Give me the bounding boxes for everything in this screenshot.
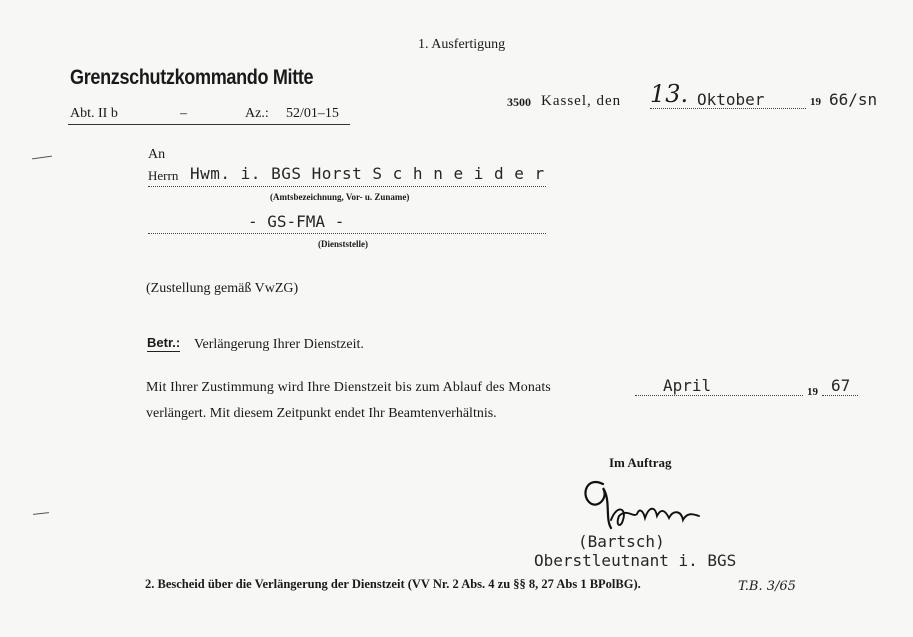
body-year-prefix: 19 <box>807 386 818 398</box>
recipient-unit: - GS-FMA - <box>248 212 345 231</box>
header-rule <box>68 124 350 125</box>
recipient-unit-line <box>148 233 546 234</box>
recipient-unit-caption: (Dienststelle) <box>318 239 368 249</box>
date-year-suffix: 66/sn <box>829 90 878 109</box>
recipient-name: Hwm. i. BGS Horst S c h n e i d e r <box>190 164 545 183</box>
subject-text: Verlängerung Ihrer Dienstzeit. <box>194 337 364 352</box>
footer-reference: T.B. 3/65 <box>738 579 796 594</box>
body-year-line <box>822 395 858 396</box>
signer-rank: Oberstleutnant i. BGS <box>534 551 737 570</box>
fold-mark-top <box>32 156 52 160</box>
city-date-prefix: Kassel, den <box>541 93 622 109</box>
copy-label: 1. Ausfertigung <box>418 37 506 52</box>
az-value: 52/01–15 <box>286 106 339 121</box>
subject-label: Betr.: <box>147 335 181 350</box>
postcode: 3500 <box>507 95 531 109</box>
footer-note: 2. Bescheid über die Verlängerung der Dienstzeit (VV Nr. 2 Abs. 4 zu §§ 8, 27 Abs 1 BPolBG). <box>145 577 641 591</box>
recipient-name-caption: (Amtsbezeichnung, Vor- u. Zuname) <box>270 192 410 202</box>
body-line-1: Mit Ihrer Zustimmung wird Ihre Dienstzeit bis zum Ablauf des Monats <box>146 380 551 395</box>
body-month: April <box>663 376 712 395</box>
date-year-prefix: 19 <box>810 96 821 108</box>
az-label: Az.: <box>245 106 269 121</box>
im-auftrag: Im Auftrag <box>609 455 672 470</box>
signature <box>575 470 725 538</box>
sender-organization: Grenzschutzkommando Mitte <box>70 66 314 89</box>
an-label: An <box>148 147 166 162</box>
herrn-label: Herrn <box>148 168 179 183</box>
delivery-note: (Zustellung gemäß VwZG) <box>146 281 299 296</box>
body-month-line <box>635 395 803 396</box>
sender-department: Abt. II b <box>70 106 118 121</box>
signer-name: (Bartsch) <box>578 532 665 551</box>
recipient-name-line <box>148 186 546 187</box>
sender-dash: – <box>180 106 187 121</box>
date-day: 13. <box>650 80 689 108</box>
body-year-suffix: 67 <box>831 376 851 395</box>
fold-mark-bottom <box>33 512 49 515</box>
date-month: Oktober <box>697 90 765 109</box>
body-line-2: verlängert. Mit diesem Zeitpunkt endet Ihr Beamtenverhältnis. <box>146 406 497 421</box>
